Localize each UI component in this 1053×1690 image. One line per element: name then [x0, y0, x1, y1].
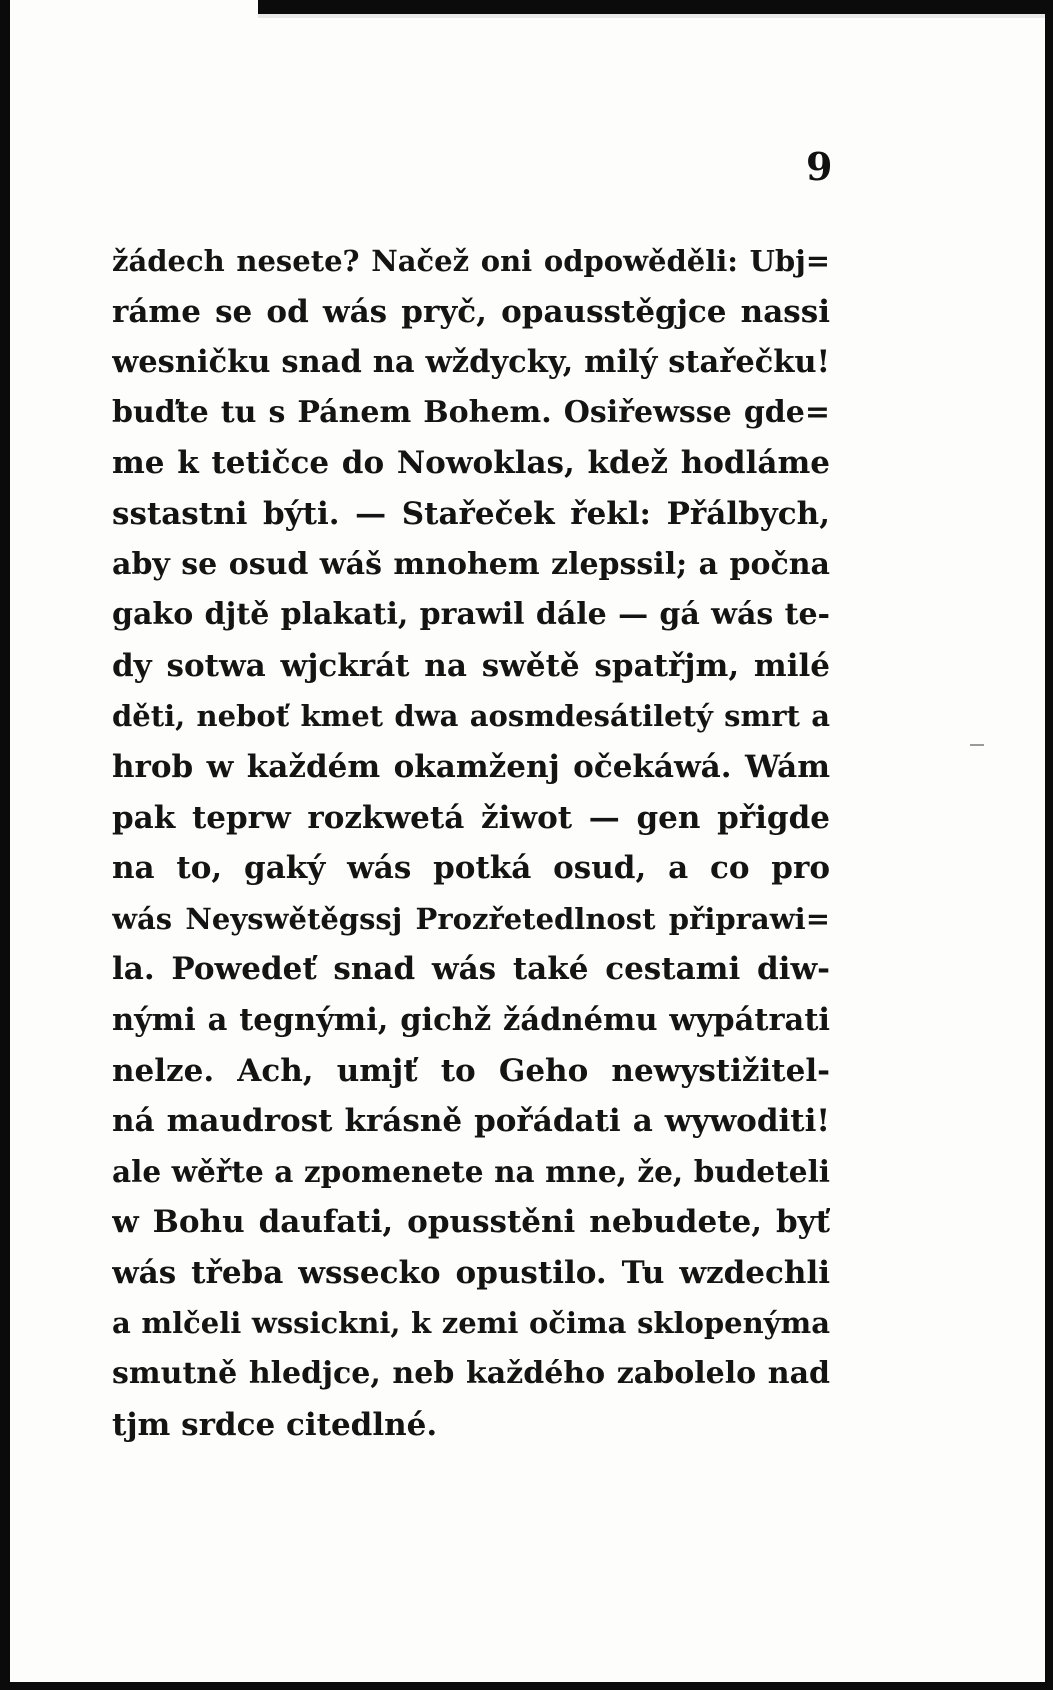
text-line: děti, neboť kmet dwa aosmdesátiletý smrt a — [112, 699, 830, 734]
text-line: nými a tegnými, gichž žádnému wypátrati — [112, 1001, 830, 1038]
text-line: wás Neyswětěgssj Prozřetedlnost připrawi= — [112, 901, 830, 936]
text-line: pak teprw rozkwetá žiwot — gen přigde — [112, 799, 830, 836]
text-line: smutně hledjce, neb každého zabolelo nad — [112, 1356, 830, 1392]
text-line: nelze. Ach, umjť to Geho newystižitel- — [112, 1052, 830, 1089]
page-number: 9 — [806, 144, 833, 189]
text-line: aby se osud wáš mnohem zlepssil; a počna — [112, 546, 830, 582]
text-line: ná maudrost krásně pořádati a wywoditi! — [112, 1103, 830, 1140]
text-line: na to, gaký wás potká osud, a co pro — [112, 850, 830, 887]
text-line: a mlčeli wssickni, k zemi očima sklopenýma — [112, 1306, 830, 1341]
text-line: ale wěřte a zpomenete na mne, že, budeteli — [112, 1153, 830, 1189]
text-line: buďte tu s Pánem Bohem. Osiřewsse gde= — [112, 394, 830, 430]
scan-border-left — [0, 0, 10, 1690]
margin-mark — [970, 744, 984, 746]
text-line: gako djtě plakati, prawil dále — gá wás te- — [112, 597, 830, 633]
text-line-last: tjm srdce citedlné. — [112, 1406, 438, 1443]
text-line: wás třeba wssecko opustilo. Tu wzdechli — [112, 1254, 830, 1291]
text-line: žádech nesete? Načež oni odpowěděli: Ubj= — [112, 244, 830, 278]
text-line: wesničku snad na wždycky, milý stařečku! — [112, 344, 830, 381]
scan-border-bottom — [0, 1682, 1053, 1690]
body-text — [112, 236, 830, 1450]
text-line: sstastni býti. — Stařeček řekl: Přálbych, — [112, 495, 830, 532]
text-line: la. Powedeť snad wás také cestami diw- — [112, 951, 830, 988]
text-line: hrob w každém okamženj očekáwá. Wám — [112, 748, 830, 785]
text-line: dy sotwa wjckrát na swětě spatřjm, milé — [112, 647, 830, 684]
text-line: me k tetičce do Nowoklas, kdež hodláme — [112, 445, 830, 482]
scan-border-top-inner — [258, 14, 1053, 18]
text-line: ráme se od wás pryč, opausstěgjce nassi — [112, 293, 830, 330]
scan-border-top — [258, 0, 1053, 14]
scan-border-right — [1045, 0, 1053, 1690]
text-line: w Bohu daufati, opusstěni nebudete, byť — [112, 1204, 830, 1241]
